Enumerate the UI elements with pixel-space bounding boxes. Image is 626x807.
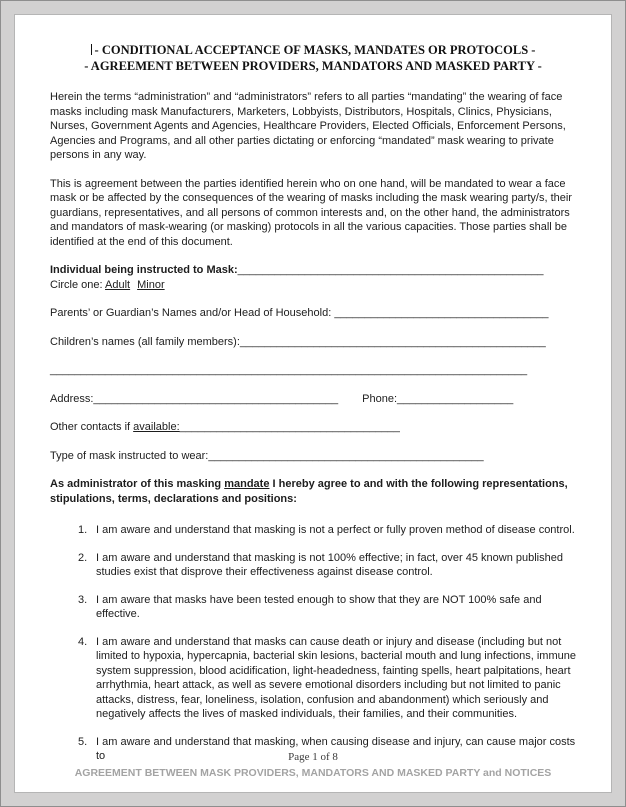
phone-label: Phone: [362,392,398,405]
contacts-label-underlined: available: [133,421,180,433]
form-line-guardian [50,306,576,321]
list-item [50,593,576,622]
intro-paragraph-1: Herein the terms “administration” and “administrators” refers to all parties “mandating” the wearing of face masks including mask Manufacturers, Marketers, Lobbyists, Distributors, Hospitals, Clinics, Physicians, Nurses, Government Agents and Agencies, Healthcare Providers, Elected Officials, Enforcement Persons, Agencies and Programs, and all other parties dictating or enforcing “mandated” mask wearing to private persons in any way. [50,91,566,161]
mask-type-label: Type of mask instructed to wear: [50,449,209,462]
contacts-blank[interactable]: ____________________________________ [179,421,400,433]
document-page[interactable] [14,14,612,793]
form-line-circle-one [50,278,576,293]
list-item [50,551,576,580]
terms-list [50,523,576,764]
guardian-label: Parents’ or Guardian’s Names and/or Head of Household: [50,307,335,319]
intro-paragraph-2: This is agreement between the parties identified herein who on one hand, will be mandated to wear a face mask or be affected by the consequences of the wearing of masks including the mask wearing party/s, their guardians, representatives, and all persons of common interests and, on the other hand, the administrators and mandators of mask-wearing (or masking) protocols in all the various capacities. Those parties shall be identified at the end of this document. [50,177,572,248]
page-footer [15,750,611,780]
title-line-1: - CONDITIONAL ACCEPTANCE OF MASKS, MANDATES OR PROTOCOLS - [94,43,536,57]
list-item-number: 1. [78,524,88,536]
list-item-text: I am aware and understand that masking, when causing disease and injury, can cause major costs to [96,735,576,762]
individual-blank[interactable]: __________________________________________________ [237,264,544,276]
guardian-blank[interactable]: ___________________________________ [334,307,549,319]
circle-option-adult[interactable]: Adult [105,278,131,291]
list-item-text: I am aware and understand that masks can cause death or injury and disease (including but not limited to hypoxia, hypercapnia, bacterial skin lesions, bacterial mouth and lung infections, immune system suppression, blood acidification, light-headedness, fainting spells, heart palpitations, heart arrhythmia, heart attack, as well as severe emotional disorders including but not limited to panic attacks, distress, fear, loneliness, isolation, confusion and abandonment) which seriously and negatively affects the lives of masked individuals, their families, and their communities. [96,635,576,720]
list-item-text: I am aware that masks have been tested enough to show that they are NOT 100% safe and effective. [96,593,542,620]
list-item-number: 3. [78,593,88,606]
children-blank[interactable]: __________________________________________________ [239,335,546,348]
agreement-intro-mandate: mandate [224,478,270,490]
agreement-intro-pre: As administrator of this masking [50,478,225,490]
address-label: Address: [50,392,94,405]
form-line-mask-type [50,449,576,464]
form-line-overflow [50,363,576,378]
form-line-individual [50,263,576,278]
list-item-number: 4. [78,635,88,648]
individual-label: Individual being instructed to Mask: [50,264,238,276]
overflow-blank[interactable]: ______________________________________________________________________________ [50,364,528,376]
list-item [50,635,576,722]
form-line-other-contacts [50,420,576,435]
circle-option-minor[interactable]: Minor [137,278,165,291]
list-item-number: 5. [78,735,88,748]
page-number: Page 1 of 8 [288,751,338,763]
children-label: Children’s names (all family members): [50,335,240,348]
mask-type-blank[interactable]: _____________________________________________ [208,449,484,462]
footer-title: AGREEMENT BETWEEN MASK PROVIDERS, MANDATORS AND MASKED PARTY and NOTICES [74,766,552,779]
phone-blank[interactable]: ___________________ [397,392,514,405]
title-line-2: - AGREEMENT BETWEEN PROVIDERS, MANDATORS AND MASKED PARTY - [84,58,542,73]
contacts-label: Other contacts if [50,421,134,433]
list-item-number: 2. [78,551,88,564]
list-item-text: I am aware and understand that masking is not a perfect or fully proven method of disease control. [96,524,575,536]
address-blank[interactable]: ________________________________________ [93,392,339,405]
agreement-intro [50,477,576,506]
text-cursor [91,44,92,55]
document-title [50,43,576,74]
form-line-address-phone [50,392,576,407]
list-item [50,523,576,538]
list-item-text: I am aware and understand that masking is not 100% effective; in fact, over 45 known published studies exist that disprove their effectiveness against disease control. [96,551,563,578]
form-line-children [50,335,576,350]
circle-one-label: Circle one: [50,278,103,291]
agreement-intro-post: I hereby agree to and with the following representations, stipulations, terms, declarations and positions: [50,478,568,505]
